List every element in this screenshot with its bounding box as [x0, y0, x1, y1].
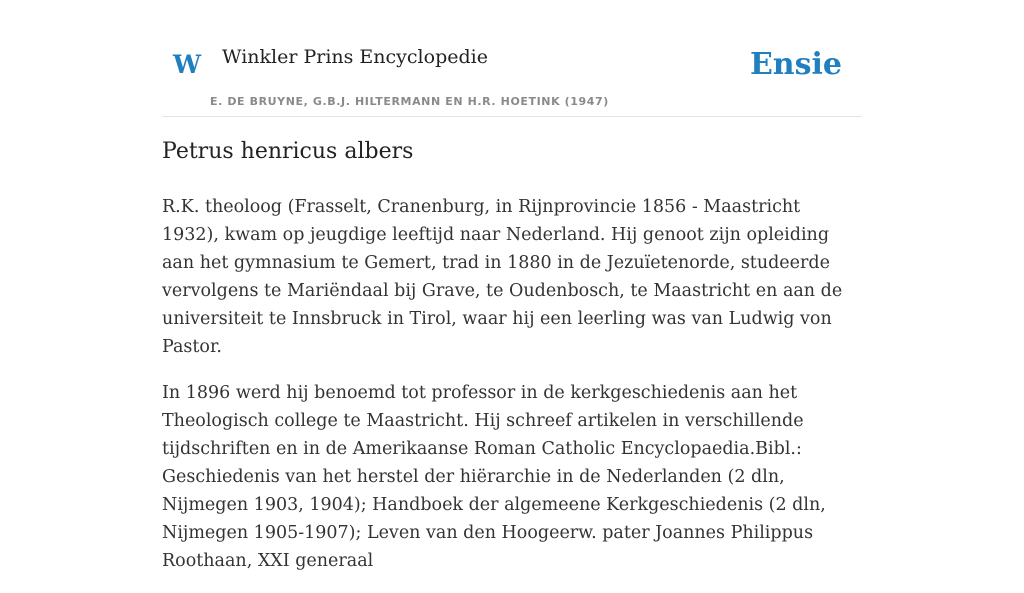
encyclopedia-header [162, 0, 862, 117]
article-paragraph: R.K. theoloog (Frasselt, Cranenburg, in Rijnprovincie 1856 - Maastricht 1932), kwam op jeugdige leeftijd naar Nederland. Hij genoot zijn opleiding aan het gymnasium te Gemert, trad in 1880 in de Jezuïetenorde, studeerde vervolgens te Mariëndaal bij Grave, te Oudenbosch, te Maastricht en aan de universiteit te Innsbruck in Tirol, waar hij een leerling was van Ludwig von Pastor. [162, 196, 843, 357]
article-title: Petrus henricus albers [162, 139, 414, 164]
ensie-logo-link[interactable]: Ensie [749, 47, 842, 82]
article-content [162, 138, 862, 593]
winkler-prins-logo[interactable]: W [173, 50, 202, 79]
article-paragraph: In 1896 werd hij benoemd tot professor in de kerkgeschiedenis aan het Theologisch college te Maastricht. Hij schreef artikelen in verschillende tijdschriften en in de Amerikaanse Roman Catholic Encyclopaedia.Bibl.: Geschiedenis van het herstel der hiërarchie in de Nederlanden (2 dln, Nijmegen 1903, 1904); Handboek der algemeene Kerkgeschiedenis (2 dln, Nijmegen 1905-1907); Leven van den Hoogeerw. pater Joannes Philippus Roothaan, XXI generaal [162, 382, 826, 571]
encyclopedia-title[interactable]: Winkler Prins Encyclopedie [222, 46, 488, 68]
encyclopedia-authors: E. DE BRUYNE, G.B.J. HILTERMANN EN H.R. HOETINK (1947) [210, 95, 609, 108]
